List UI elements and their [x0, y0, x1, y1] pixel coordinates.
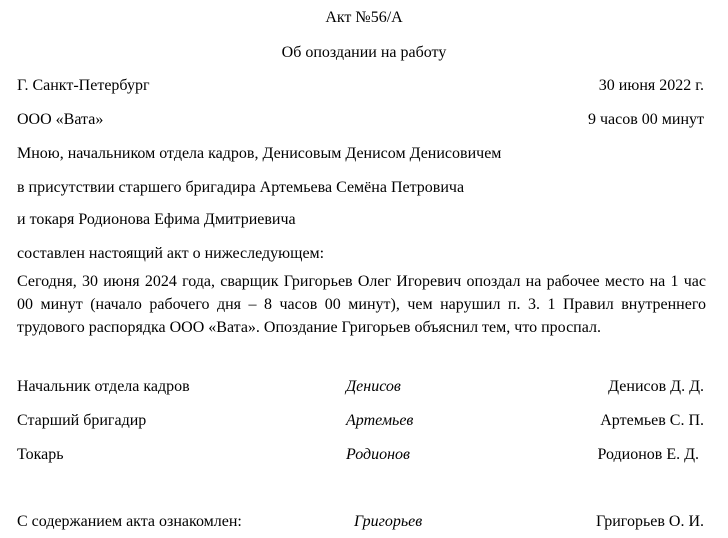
handwritten-signature: Родионов [346, 446, 410, 463]
intro-line: Мною, начальником отдела кадров, Денисовым Денисом Денисовичем [17, 145, 502, 162]
document-date: 30 июня 2022 г. [598, 77, 704, 94]
signature-role: Старший бригадир [17, 412, 147, 429]
organization: ООО «Вата» [17, 111, 104, 128]
intro-line: и токаря Родионова Ефима Дмитриевича [17, 211, 296, 228]
signature-role: Начальник отдела кадров [17, 378, 190, 395]
handwritten-signature: Артемьев [346, 412, 414, 429]
acknowledgement-label: С содержанием акта ознакомлен: [17, 513, 242, 530]
signatory-name: Денисов Д. Д. [608, 378, 704, 395]
handwritten-signature: Григорьев [354, 513, 423, 530]
document-subtitle: Об опоздании на работу [281, 44, 447, 61]
body-paragraph: Сегодня, 30 июня 2024 года, сварщик Григорьев Олег Игоревич опоздал на рабочее место на 1 час 00 минут (начало рабочего дня – 8 часов 00 минут), чем нарушил п. 3. 1 Правил внутреннего трудового распорядка ООО «Вата». Опоздание Григорьев объяснил тем, что проспал. [17, 273, 706, 336]
document-title: Акт №56/А [325, 9, 403, 26]
signatory-name: Артемьев С. П. [600, 412, 704, 429]
intro-line: в присутствии старшего бригадира Артемьева Семёна Петровича [17, 179, 465, 196]
handwritten-signature: Денисов [346, 378, 401, 395]
document-time: 9 часов 00 минут [587, 111, 704, 128]
signatory-name: Родионов Е. Д. [597, 446, 699, 463]
acknowledgement-name: Григорьев О. И. [595, 513, 704, 530]
signature-role: Токарь [17, 446, 64, 463]
city: Г. Санкт-Петербург [17, 77, 150, 94]
intro-line: составлен настоящий акт о нижеследующем: [17, 245, 325, 262]
